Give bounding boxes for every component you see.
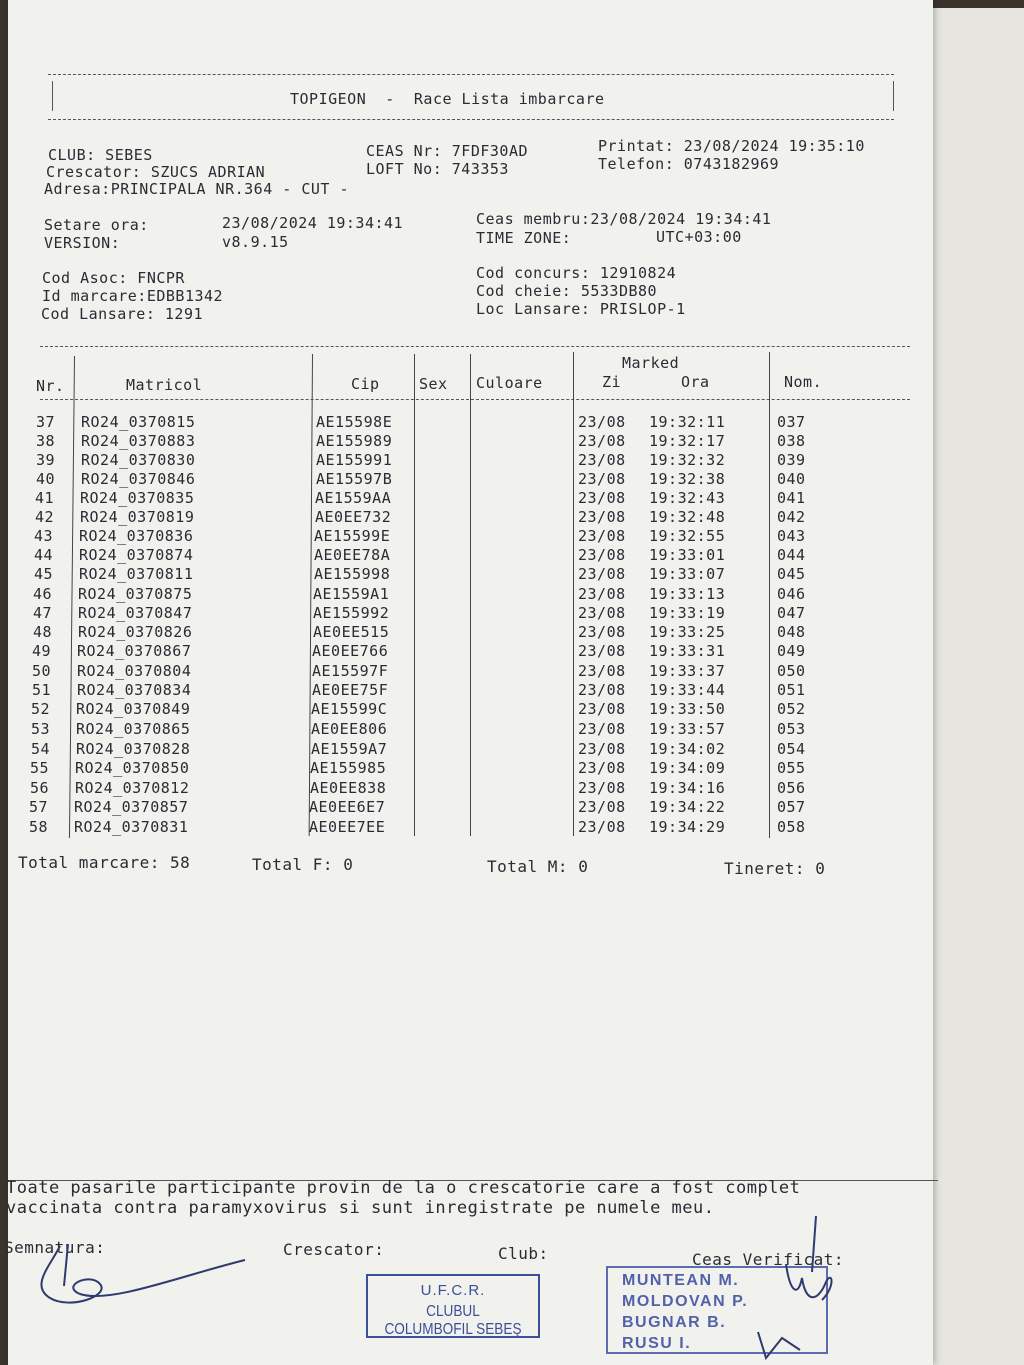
telefon-label: Telefon: 0743182969 [598,155,780,173]
row-matricol: RO24_0370835 [80,489,195,507]
row-matricol: RO24_0370812 [75,779,190,797]
row-ora: 19:33:01 [649,546,726,564]
document-title: TOPIGEON - Race Lista imbarcare [290,90,605,108]
table-row [0,489,925,508]
row-matricol: RO24_0370857 [74,798,189,816]
row-cip: AE1559A1 [313,585,390,603]
row-matricol: RO24_0370849 [76,700,191,718]
table-row [0,432,925,451]
row-matricol: RO24_0370875 [78,585,193,603]
row-zi: 23/08 [578,413,626,431]
table-row [0,451,925,470]
row-nom: 058 [777,818,806,836]
row-matricol: RO24_0370836 [79,527,194,545]
total-marcare: Total marcare: 58 [18,853,191,872]
row-nom: 051 [777,681,806,699]
table-row [0,779,925,798]
row-nr: 47 [33,604,53,622]
row-nr: 57 [29,798,49,816]
row-cip: AE0EE7EE [309,818,386,836]
row-zi: 23/08 [578,451,626,469]
row-nom: 053 [777,720,806,738]
crescator-label: Crescator: SZUCS ADRIAN [46,163,266,181]
loc-lansare-label: Loc Lansare: PRISLOP-1 [476,300,686,318]
row-ora: 19:33:50 [649,700,726,718]
row-nr: 43 [34,527,54,545]
row-zi: 23/08 [578,642,626,660]
verifier-name: BUGNAR B. [622,1314,727,1331]
row-nr: 44 [34,546,54,564]
row-ora: 19:33:31 [649,642,726,660]
table-row [0,413,925,432]
ceas-membru-label: Ceas membru:23/08/2024 19:34:41 [476,210,772,228]
row-nom: 050 [777,662,806,680]
row-zi: 23/08 [578,508,626,526]
setare-ora-label: Setare ora: [44,216,149,234]
row-cip: AE155989 [316,432,393,450]
table-row [0,681,925,700]
verifier-name: MOLDOVAN P. [622,1293,749,1310]
table-row [0,508,925,527]
table-row [0,527,925,546]
row-nr: 37 [36,413,56,431]
table-row [0,470,925,489]
row-zi: 23/08 [578,798,626,816]
row-ora: 19:33:57 [649,720,726,738]
row-matricol: RO24_0370815 [81,413,196,431]
ceas-verificat-label: Ceas Verificat: [692,1250,844,1269]
table-row [0,662,925,681]
cod-asoc-label: Cod Asoc: FNCPR [42,269,185,287]
row-ora: 19:34:22 [649,798,726,816]
row-zi: 23/08 [578,681,626,699]
header-culoare: Culoare [476,374,543,392]
row-matricol: RO24_0370828 [76,740,191,758]
row-ora: 19:34:16 [649,779,726,797]
printat-label: Printat: 23/08/2024 19:35:10 [598,137,865,155]
row-matricol: RO24_0370883 [81,432,196,450]
row-zi: 23/08 [578,470,626,488]
row-ora: 19:33:07 [649,565,726,583]
row-matricol: RO24_0370867 [77,642,192,660]
header-zi: Zi [602,373,622,391]
row-nr: 52 [31,700,51,718]
table-row [0,798,925,817]
row-matricol: RO24_0370874 [79,546,194,564]
row-cip: AE0EE766 [312,642,389,660]
table-row [0,565,925,584]
header-cip: Cip [351,375,380,393]
header-marked: Marked [622,354,680,372]
row-nr: 48 [33,623,53,641]
version-label: VERSION: [44,234,121,252]
row-cip: AE0EE75F [312,681,389,699]
row-ora: 19:32:32 [649,451,726,469]
header-nr: Nr. [36,377,65,395]
version-value: v8.9.15 [222,233,289,251]
row-nom: 037 [777,413,806,431]
row-zi: 23/08 [578,565,626,583]
row-nom: 054 [777,740,806,758]
row-matricol: RO24_0370865 [76,720,191,738]
row-ora: 19:33:37 [649,662,726,680]
row-matricol: RO24_0370826 [78,623,193,641]
row-matricol: RO24_0370834 [77,681,192,699]
club-signature-label: Club: [498,1244,549,1263]
loft-no-label: LOFT No: 743353 [366,160,509,178]
time-zone-label: TIME ZONE: [476,229,572,247]
row-nom: 044 [777,546,806,564]
row-matricol: RO24_0370831 [74,818,189,836]
table-row [0,700,925,719]
row-nr: 53 [31,720,51,738]
cod-concurs-label: Cod concurs: 12910824 [476,264,677,282]
setare-ora-value: 23/08/2024 19:34:41 [222,214,404,232]
header-sex: Sex [419,375,448,393]
table-row [0,585,925,604]
row-cip: AE155991 [316,451,393,469]
verifier-signature [740,1212,850,1362]
verifier-name: RUSU I. [622,1335,692,1352]
row-zi: 23/08 [578,604,626,622]
declaration-line-1: Toate pasarile participante provin de la o crescatorie care a fost complet [6,1178,801,1198]
row-nom: 055 [777,759,806,777]
total-f: Total F: 0 [252,855,354,874]
row-ora: 19:32:48 [649,508,726,526]
row-ora: 19:33:44 [649,681,726,699]
row-zi: 23/08 [578,818,626,836]
table-top-rule [40,346,910,347]
row-ora: 19:32:38 [649,470,726,488]
row-nom: 052 [777,700,806,718]
row-nr: 51 [32,681,52,699]
row-nr: 42 [35,508,55,526]
row-zi: 23/08 [578,527,626,545]
total-m: Total M: 0 [487,857,589,876]
row-ora: 19:32:11 [649,413,726,431]
row-ora: 19:34:09 [649,759,726,777]
row-cip: AE1559AA [315,489,392,507]
row-ora: 19:32:17 [649,432,726,450]
row-nom: 038 [777,432,806,450]
tineret: Tineret: 0 [724,859,826,878]
row-cip: AE15597F [312,662,389,680]
row-nom: 039 [777,451,806,469]
row-zi: 23/08 [578,432,626,450]
row-nr: 41 [35,489,55,507]
row-cip: AE15597B [316,470,393,488]
row-nom: 046 [777,585,806,603]
semnatura-label: Semnatura: [4,1238,106,1257]
cod-cheie-label: Cod cheie: 5533DB80 [476,282,658,300]
row-cip: AE155998 [314,565,391,583]
row-cip: AE0EE838 [310,779,387,797]
table-row [0,818,925,837]
club-stamp-line-2: CLUBUL COLUMBOFIL SEBEŞ [384,1303,522,1338]
row-zi: 23/08 [578,759,626,777]
row-ora: 19:33:19 [649,604,726,622]
table-row [0,759,925,778]
club-stamp-line-1: U.F.C.R. [420,1282,486,1299]
header-ora: Ora [681,373,710,391]
row-nom: 049 [777,642,806,660]
header-matricol: Matricol [126,376,203,394]
cod-lansare-label: Cod Lansare: 1291 [41,305,204,323]
row-nr: 40 [36,470,56,488]
crescator-signature-label: Crescator: [283,1240,385,1259]
row-ora: 19:32:43 [649,489,726,507]
row-ora: 19:34:02 [649,740,726,758]
verifier-name: MUNTEAN M. [622,1272,740,1289]
row-matricol: RO24_0370847 [78,604,193,622]
row-nr: 49 [32,642,52,660]
club-stamp [366,1274,540,1338]
row-nr: 58 [29,818,49,836]
row-zi: 23/08 [578,662,626,680]
club-label: CLUB: SEBES [48,146,153,164]
row-nr: 39 [36,451,56,469]
row-nom: 040 [777,470,806,488]
table-header-rule [40,399,910,400]
row-cip: AE155992 [313,604,390,622]
row-nr: 50 [32,662,52,680]
row-matricol: RO24_0370819 [80,508,195,526]
row-cip: AE0EE515 [313,623,390,641]
table-row [0,546,925,565]
row-cip: AE15599E [314,527,391,545]
row-zi: 23/08 [578,546,626,564]
row-nr: 45 [34,565,54,583]
row-cip: AE15598E [316,413,393,431]
row-zi: 23/08 [578,623,626,641]
row-ora: 19:32:55 [649,527,726,545]
row-nom: 042 [777,508,806,526]
row-cip: AE0EE806 [311,720,388,738]
row-cip: AE0EE78A [314,546,391,564]
row-nr: 56 [30,779,50,797]
handwritten-signature [20,1236,260,1316]
row-nr: 55 [30,759,50,777]
row-cip: AE1559A7 [311,740,388,758]
row-matricol: RO24_0370811 [79,565,194,583]
declaration-line-2: vaccinata contra paramyxovirus si sunt inregistrate pe numele meu. [6,1198,715,1218]
row-cip: AE15599C [311,700,388,718]
row-nom: 048 [777,623,806,641]
row-nr: 46 [33,585,53,603]
row-nom: 045 [777,565,806,583]
table-row [0,623,925,642]
table-row [0,720,925,739]
row-cip: AE0EE732 [315,508,392,526]
row-matricol: RO24_0370850 [75,759,190,777]
row-zi: 23/08 [578,740,626,758]
row-zi: 23/08 [578,489,626,507]
row-matricol: RO24_0370804 [77,662,192,680]
row-zi: 23/08 [578,720,626,738]
row-nr: 54 [31,740,51,758]
row-nom: 056 [777,779,806,797]
table-row [0,604,925,623]
id-marcare-label: Id marcare:EDBB1342 [42,287,224,305]
row-cip: AE0EE6E7 [309,798,386,816]
ceas-nr-label: CEAS Nr: 7FDF30AD [366,142,529,160]
time-zone-value: UTC+03:00 [656,228,742,246]
row-ora: 19:34:29 [649,818,726,836]
row-ora: 19:33:25 [649,623,726,641]
header-nom: Nom. [784,373,823,391]
row-matricol: RO24_0370846 [81,470,196,488]
table-row [0,740,925,759]
table-row [0,642,925,661]
row-nom: 041 [777,489,806,507]
row-zi: 23/08 [578,779,626,797]
row-nom: 043 [777,527,806,545]
row-zi: 23/08 [578,700,626,718]
row-nr: 38 [36,432,56,450]
row-cip: AE155985 [310,759,387,777]
row-nom: 057 [777,798,806,816]
row-zi: 23/08 [578,585,626,603]
row-ora: 19:33:13 [649,585,726,603]
row-nom: 047 [777,604,806,622]
row-matricol: RO24_0370830 [81,451,196,469]
adresa-label: Adresa:PRINCIPALA NR.364 - CUT - [44,180,349,198]
